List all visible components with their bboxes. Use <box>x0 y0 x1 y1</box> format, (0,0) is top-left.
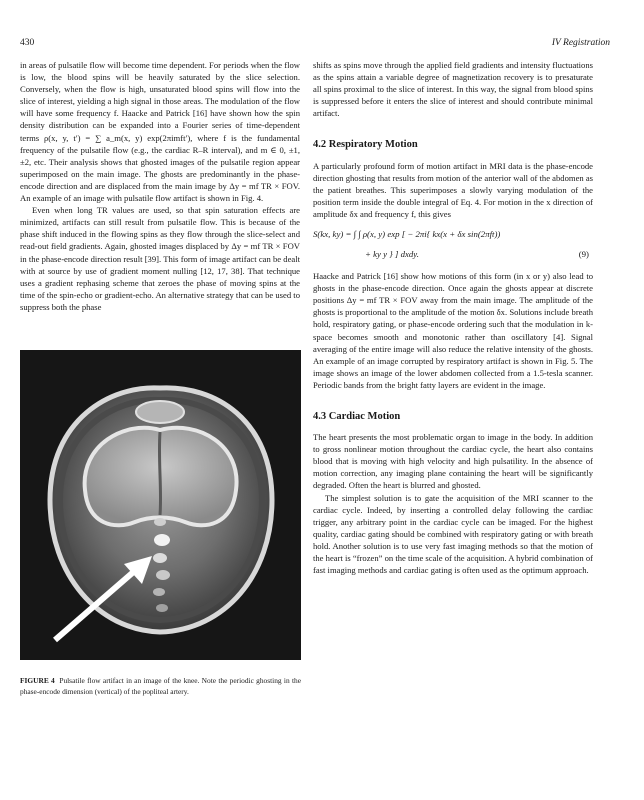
paragraph-presaturation: shifts as spins move through the applied field gradients and intensity fluctuations as the spins attain a variable degree of magnetization recovery is to presaturate all spins proximal to the slice of interest. In this way, the signal from blood spins is suppressed before it enters the slice of interest and should contribute minimal artifact. <box>313 60 593 119</box>
right-column <box>313 59 593 576</box>
section-title-respiratory-motion: 4.2 Respiratory Motion <box>313 139 418 151</box>
paragraph-respiratory-ghosts: Haacke and Patrick [16] show how motions of this form (in x or y) also lead to ghosts in the phase-encode direction. Once again the ghosts appear at discrete positions Δy = mf TR × FOV away from the main image. The amplitude of the ghosts is proportional to the amplitude of the motion δx. Solutions include breath hold, respiratory gating, or phase-encode ordering such that the modulation in k-space becomes smooth and monotonic rather than oscillatory [4]. Signal averaging of the entire image will also reduce the relative intensity of the ghosts. An example of an image corrupted by respiratory artifact is shown in Fig. 5. The image shows an image of the lower abdomen collected from a 1.5-tesla scanner. Periodic bands from the bright fatty layers are evident in the image. <box>313 271 593 390</box>
paragraph-respiratory-intro: A particularly profound form of motion artifact in MRI data is the phase-encode direction ghosting that results from motion of the anterior wall of the abdomen as the patient breathes. This superimposes a slowly varying modulation of the position term inside the double integral of Eq. 4. For motion in the x direction of amplitude δx and frequency f, this gives <box>313 160 593 219</box>
figure-4-caption <box>20 676 301 697</box>
equation-9 <box>313 228 593 264</box>
paragraph-cardiac-gating: The simplest solution is to gate the acquisition of the MRI scanner to the cardiac cycle. Indeed, by inserting a controlled delay following the cardiac trigger, any arbitrary point in the cardiac cycle can be imaged. For the highest quality, cardiac gating should be combined with respiratory gating or with breath hold. Another solution is to use very fast imaging methods so that the motion of the heart is “frozen” on the time scale of the acquisition. A hybrid combination of fast imaging methods and cardiac gating is often used as the optimum approach. <box>313 492 593 576</box>
paragraph-long-tr: Even when long TR values are used, so that spin saturation effects are minimized, artifacts can still result from pulsatile flow. This is because of the phase shift induced in the flowing spins as they flow through the slice-select and read-out field gradients. Again, ghosted images displaced by Δy = mf TR × FOV in the phase-encode direction result [39]. This form of image artifact can be dealt with at source by use of gradient moment nulling [12, 17, 38]. That technique uses a gradient rephasing scheme that zeroes the phase of moving spins at the time of the spin-echo or gradient-echo. An alternative strategy that can be used to suppress both the phase <box>20 205 300 312</box>
intercondylar-notch <box>159 432 160 515</box>
page-number: 430 <box>20 38 35 48</box>
figure-label: FIGURE 4 <box>20 676 55 685</box>
paragraph-pulsatile-flow: in areas of pulsatile flow will become time dependent. For periods when the flow is low, the blood spins will be heavily saturated by the slice selection. Conversely, when the flow is high, unsaturated blood spins will flow into the slice of interest, yielding a high signal in those areas. The modulation of the flow will have some frequency f. Haacke and Patrick [16] have shown how the spin density distribution can be expanded into a Fourier series of time-dependent terms ρ(x, y, t′) = ∑ a_m(x, y) exp(2πimft′), where f is the fundamental frequency of the pulsatile flow (e.g., the cardiac R–R interval), and m ∈ 0, ±1, ±2, etc. Their analysis shows that ghosted images of the pulsatile region appear superimposed on the main image. The ghosts are predominantly in the phase-encode direction and are displaced from the main image by Δy = mf TR × FOV. An example of an image with pulsatile flow artifact is shown in Fig. 4. <box>20 60 300 204</box>
knee-mri-image <box>20 350 301 660</box>
equation-number: (9) <box>578 249 589 260</box>
running-section-title: IV Registration <box>551 38 610 48</box>
figure-caption-text: Pulsatile flow artifact in an image of the knee. Note the periodic ghosting in the phase-encode dimension (vertical) of the popliteal artery. <box>20 676 301 696</box>
patella <box>136 401 184 423</box>
paragraph-cardiac-intro: The heart presents the most problematic organ to image in the body. In addition to gross nonlinear motion throughout the cardiac cycle, the heart also contains blood that is moving with high velocity and high pulsatility. In the absence of motion correction, any imaging plane containing the heart will be significantly degraded. Often the heart is blurred and ghosted. <box>313 432 593 491</box>
left-column <box>20 59 300 313</box>
figure-4-knee-mri <box>20 350 301 660</box>
section-title-cardiac-motion: 4.3 Cardiac Motion <box>313 410 401 422</box>
equation-line-2: + ky y } ] dxdy. <box>365 249 419 260</box>
equation-line-1: S(kx, ky) = ∫ ∫ ρ(x, y) exp [ − 2πi{ kx(x + δx sin(2πft)) <box>313 229 501 240</box>
